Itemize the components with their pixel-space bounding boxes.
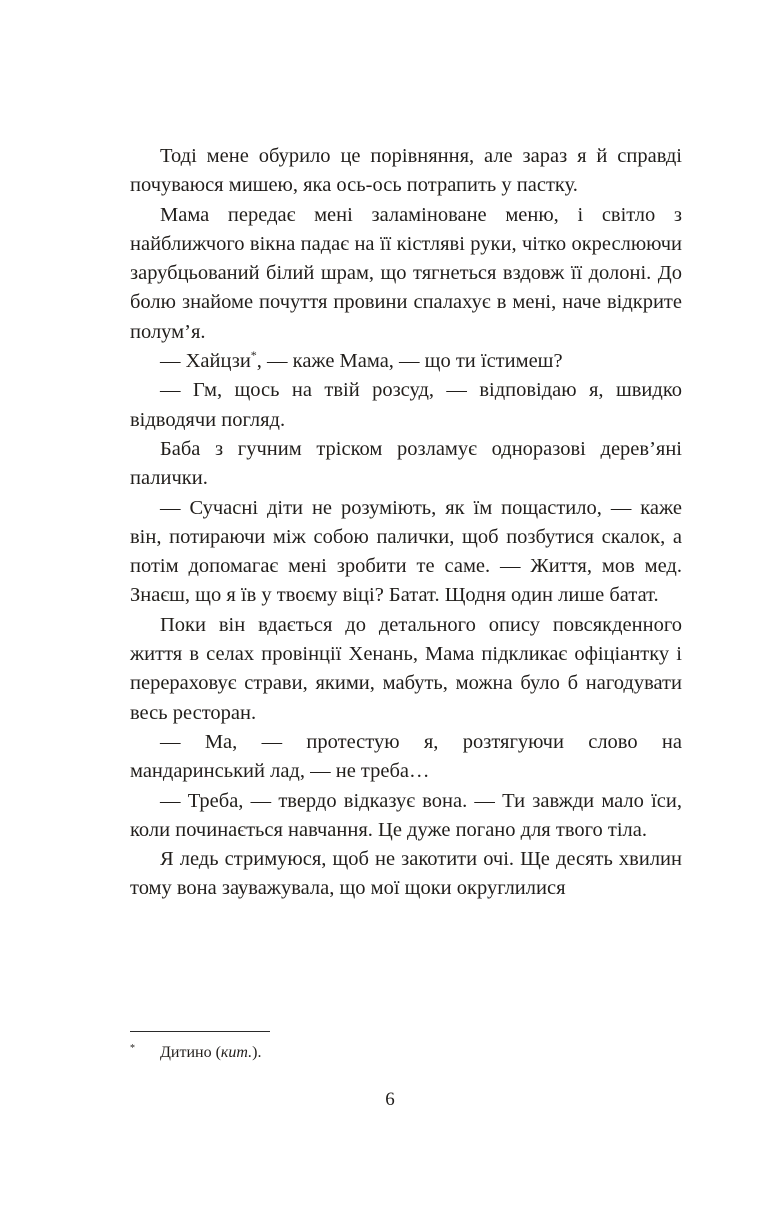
dialog-text: , — каже Мама, — що ти їстимеш? — [256, 350, 563, 373]
paragraph-7: Поки він вдається до детального опису повсякденного життя в селах провінції Хенань, Мама підкликає офіціантку і перераховує страви, якими, мабуть, можна було б нагодувати весь ресторан. — [130, 613, 682, 724]
footnote: * Дитино (кит.). — [130, 1042, 262, 1061]
paragraph-10: Я ледь стримуюся, щоб не закотити очі. Ще десять хвилин тому вона зауважувала, що мої щоки округлилися — [130, 848, 682, 900]
text-block — [130, 142, 682, 904]
paragraph-2: Мама передає мені заламіноване меню, і світло з найближчого вікна падає на її кістляві руки, чітко окреслюючи зарубцьований білий шрам, що тягнеться вздовж її долоні. До болю знайоме почуття провини спалахує в мені, наче відкрите полум’я. — [130, 203, 682, 343]
paragraph-3 — [130, 347, 682, 376]
paragraph-6: — Сучасні діти не розуміють, як їм пощастило, — каже він, потираючи між собою палички, щоб позбутися скалок, а потім допомагає мені зробити те саме. — Життя, мов мед. Знаєш, що я їв у твоєму віці? Батат. Щодня один лише батат. — [130, 496, 682, 607]
footnote-divider — [130, 1031, 270, 1032]
footnote-text-end: ). — [252, 1044, 262, 1061]
paragraph-5: Баба з гучним тріском розламує одноразові дерев’яні палички. — [130, 437, 682, 490]
paragraph-9: — Треба, — твердо відказує вона. — Ти завжди мало їси, коли починається навчання. Це дуже погано для твого тіла. — [130, 789, 682, 841]
footnote-text: Дитино ( — [160, 1044, 221, 1061]
dialog-text: — Хайцзи — [160, 350, 251, 373]
paragraph-8: — Ма, — протестую я, розтягуючи слово на мандаринський лад, — не треба… — [130, 730, 682, 783]
page-number: 6 — [385, 1089, 395, 1110]
footnote-marker: * — [250, 348, 257, 363]
footnote-text-italic: кит. — [220, 1044, 253, 1061]
paragraph-1: Тоді мене обурило це порівняння, але зараз я й справді почуваюся мишею, яка ось-ось потрапить у пастку. — [130, 145, 682, 197]
paragraph-4: — Гм, щось на твій розсуд, — відповідаю я, швидко відводячи погляд. — [130, 379, 682, 431]
